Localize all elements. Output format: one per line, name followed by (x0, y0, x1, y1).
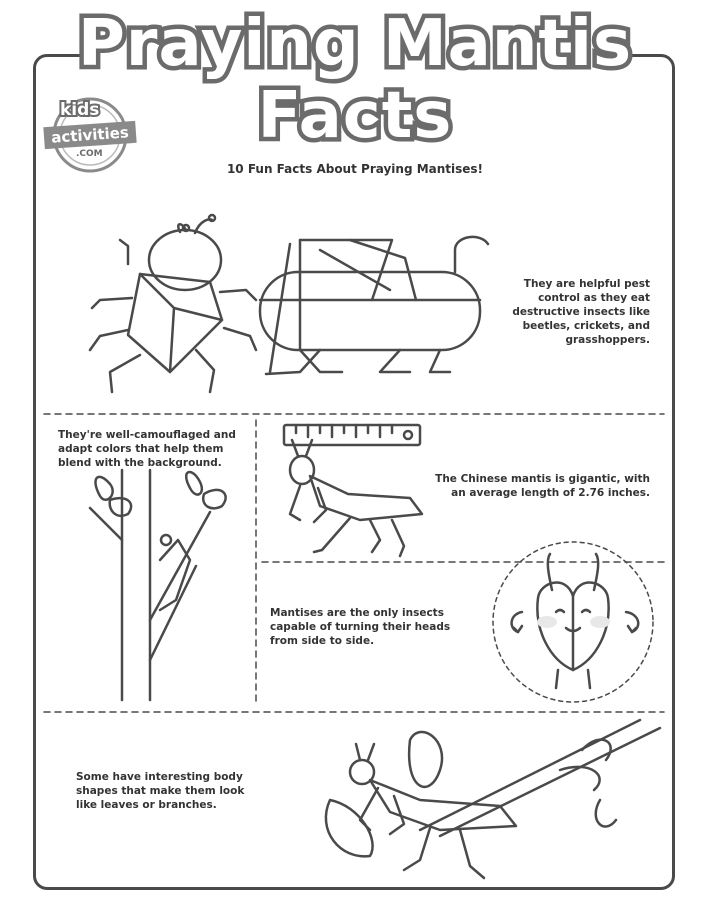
fact-turn-heads: Mantises are the only insects capable of turning their heads from side to side. (270, 607, 451, 647)
page-title-line2: Facts (257, 79, 453, 153)
leaf-mantis-icon (326, 720, 660, 878)
page-title-line1: Praying Mantis (77, 7, 633, 81)
beetle-icon (90, 215, 256, 392)
fact-body-shapes: Some have interesting body shapes that make them look like leaves or branches. (76, 771, 245, 811)
page-subtitle: 10 Fun Facts About Praying Mantises! (226, 162, 484, 176)
logo-text-activities: activities (43, 121, 136, 149)
mantis-head-icon (493, 542, 653, 702)
fact-chinese-mantis: The Chinese mantis is gigantic, with an average length of 2.76 inches. (435, 473, 650, 499)
logo-text-com: .COM (76, 149, 103, 159)
fact-pest-control: They are helpful pest control as they eat destructive insects like beetles, crickets, and grasshoppers. (512, 278, 650, 346)
logo-text-kids: kids (60, 100, 100, 120)
fact-camouflage: They're well-camouflaged and adapt colors that help them blend with the background. (58, 429, 236, 469)
chinese-mantis-icon (290, 440, 422, 556)
grasshopper-icon (260, 237, 488, 374)
tree-icon (90, 470, 226, 700)
ruler-icon (284, 425, 420, 445)
